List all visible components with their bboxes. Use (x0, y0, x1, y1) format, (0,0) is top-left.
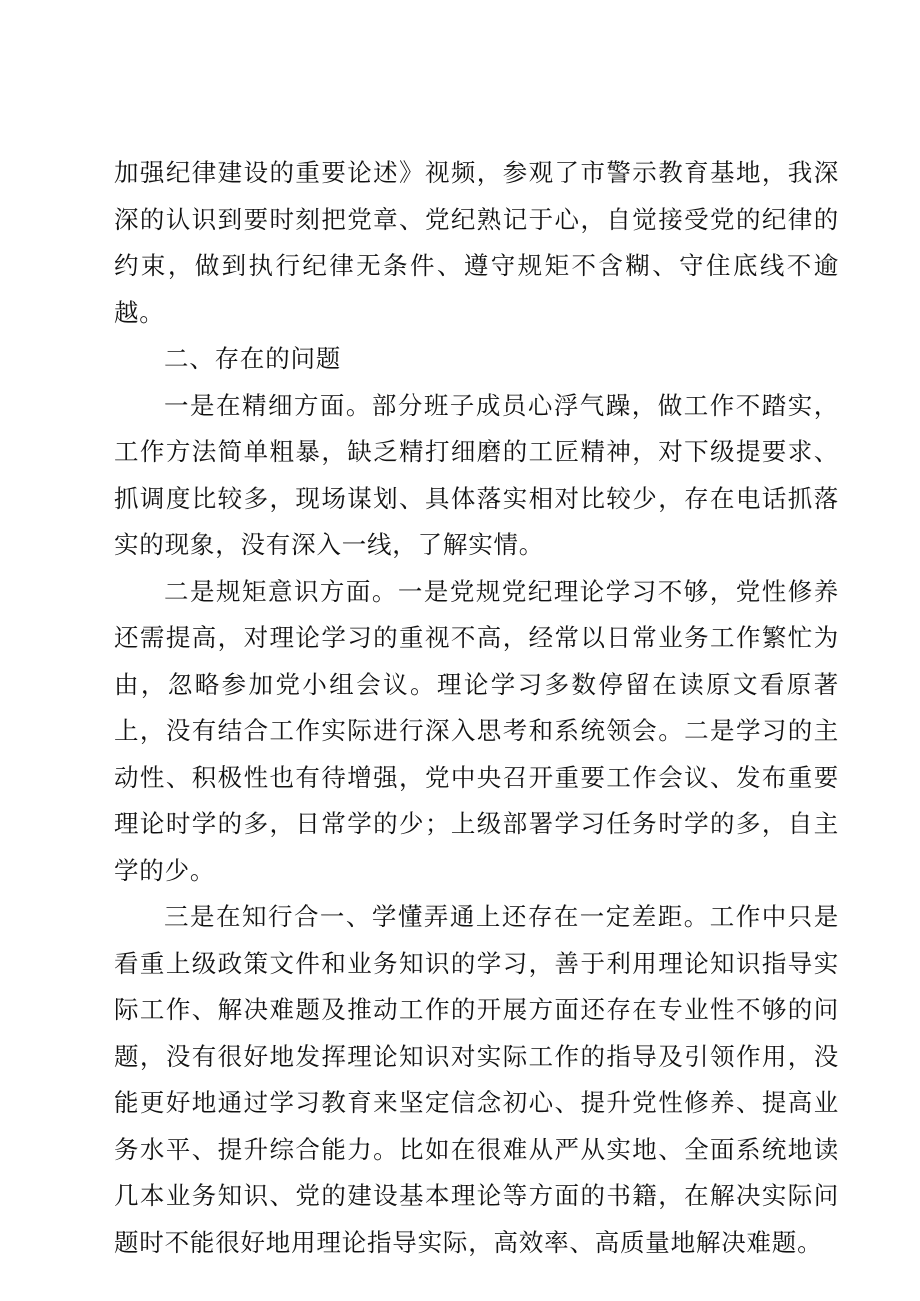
paragraph-problem-3: 三是在知行合一、学懂弄通上还存在一定差距。工作中只是看重上级政策文件和业务知识的学习，善于利用理论知识指导实际工作、解决难题及推动工作的开展方面还存在专业性不够的问题，没有很好地发挥理论知识对实际工作的指导及引领作用，没能更好地通过学习教育来坚定信念初心、提升党性修养、提高业务水平、提升综合能力。比如在很难从严从实地、全面系统地读几本业务知识、党的建设基本理论等方面的书籍，在解决实际问题时不能很好地用理论指导实际，高效率、高质量地解决难题。 (114, 902, 839, 1257)
section-heading: 二、存在的问题 (164, 344, 342, 373)
paragraph-problem-2: 二是规矩意识方面。一是党规党纪理论学习不够，党性修养还需提高，对理论学习的重视不高，经常以日常业务工作繁忙为由，忽略参加党小组会议。理论学习多数停留在读原文看原著上，没有结合工作实际进行深入思考和系统领会。二是学习的主动性、积极性也有待增强，党中央召开重要工作会议、发布重要理论时学的多，日常学的少；上级部署学习任务时学的多，自主学的少。 (114, 576, 839, 885)
paragraph-continuation: 加强纪律建设的重要论述》视频，参观了市警示教育基地，我深深的认识到要时刻把党章、党纪熟记于心，自觉接受党的纪律的约束，做到执行纪律无条件、遵守规矩不含糊、守住底线不逾越。 (114, 158, 839, 327)
document-body (114, 150, 839, 1266)
paragraph-problem-1: 一是在精细方面。部分班子成员心浮气躁，做工作不踏实，工作方法简单粗暴，缺乏精打细磨的工匠精神，对下级提要求、抓调度比较多，现场谋划、具体落实相对比较少，存在电话抓落实的现象，没有深入一线，了解实情。 (114, 390, 839, 559)
